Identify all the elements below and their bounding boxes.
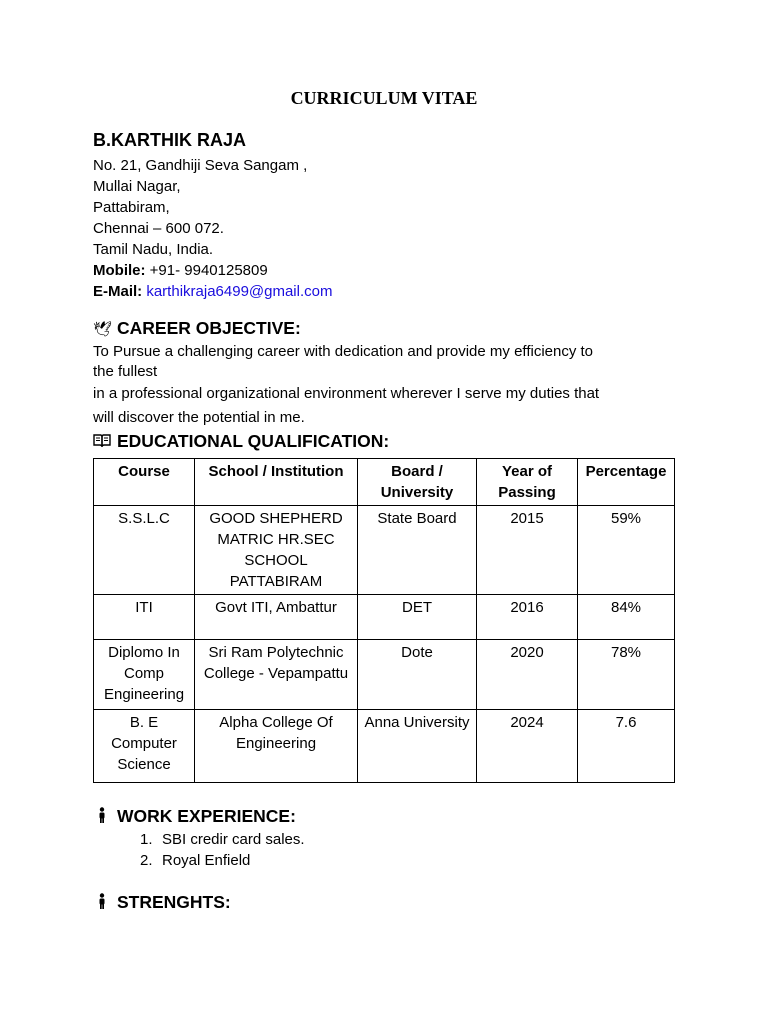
table-cell: GOOD SHEPHERD MATRIC HR.SEC SCHOOL PATTABIRAM [195,506,358,595]
table-cell: Dote [358,640,477,710]
table-cell: Diplomo In Comp Engineering [94,640,195,710]
career-objective-text: the fullest [93,363,158,380]
table-header-row [94,459,675,506]
person-icon [93,893,111,913]
table-cell: DET [358,595,477,640]
table-cell: 2024 [477,710,578,783]
table-cell: 2016 [477,595,578,640]
table-cell: B. E Computer Science [94,710,195,783]
table-cell: ITI [94,595,195,640]
strengths-title: STRENGHTS: [117,892,231,912]
address-block [93,155,332,302]
email-label: E-Mail: [93,283,143,300]
book-icon [93,433,111,451]
table-row [94,595,675,640]
person-icon [93,807,111,827]
table-cell: State Board [358,506,477,595]
address-line: Tamil Nadu, India. [93,241,214,258]
career-objective-title: CAREER OBJECTIVE: [117,318,301,338]
email-link[interactable]: karthikraja6499@gmail.com [146,283,333,300]
mobile-label: Mobile: [93,262,146,279]
table-cell: 59% [578,506,675,595]
email-line [93,281,332,302]
document-title: CURRICULUM VITAE [290,88,478,108]
list-text: SBI credir card sales. [162,831,305,848]
table-cell: S.S.L.C [94,506,195,595]
work-experience-heading [93,806,296,827]
table-cell: 7.6 [578,710,675,783]
table-cell: Alpha College Of Engineering [195,710,358,783]
column-header: Year of Passing [477,459,578,506]
address-line: No. 21, Gandhiji Seva Sangam , [93,157,308,174]
address-line: Mullai Nagar, [93,178,181,195]
table-cell: Anna University [358,710,477,783]
address-line: Chennai – 600 072. [93,220,224,237]
career-objective-text: will discover the potential in me. [93,409,305,426]
work-experience-list [140,829,305,871]
table-row [94,506,675,595]
candidate-name: B.KARTHIK RAJA [93,130,246,150]
column-header: Percentage [578,459,675,506]
table-cell: Govt ITI, Ambattur [195,595,358,640]
table-cell: 2015 [477,506,578,595]
column-header: School / Institution [195,459,358,506]
table-cell: 78% [578,640,675,710]
address-line: Pattabiram, [93,199,170,216]
work-experience-title: WORK EXPERIENCE: [117,806,296,826]
list-text: Royal Enfield [162,852,251,869]
dove-icon: 🕊 [93,320,113,338]
list-item [140,850,305,871]
list-number: 2. [140,852,153,869]
mobile-line [93,260,332,281]
career-objective-heading [93,318,301,339]
mobile-number: +91- 9940125809 [145,262,268,279]
column-header: Board / University [358,459,477,506]
education-title: EDUCATIONAL QUALIFICATION: [117,431,390,451]
career-objective-text: To Pursue a challenging career with dedication and provide my efficiency to [93,343,594,360]
list-number: 1. [140,831,153,848]
table-row [94,640,675,710]
education-table [93,458,675,783]
column-header: Course [94,459,195,506]
list-item [140,829,305,850]
table-cell: 84% [578,595,675,640]
strengths-heading [93,892,231,913]
table-cell: Sri Ram Polytechnic College - Vepampattu [195,640,358,710]
table-cell: 2020 [477,640,578,710]
education-heading [93,431,389,452]
table-row [94,710,675,783]
career-objective-text: in a professional organizational environment wherever I serve my duties that [93,385,600,402]
